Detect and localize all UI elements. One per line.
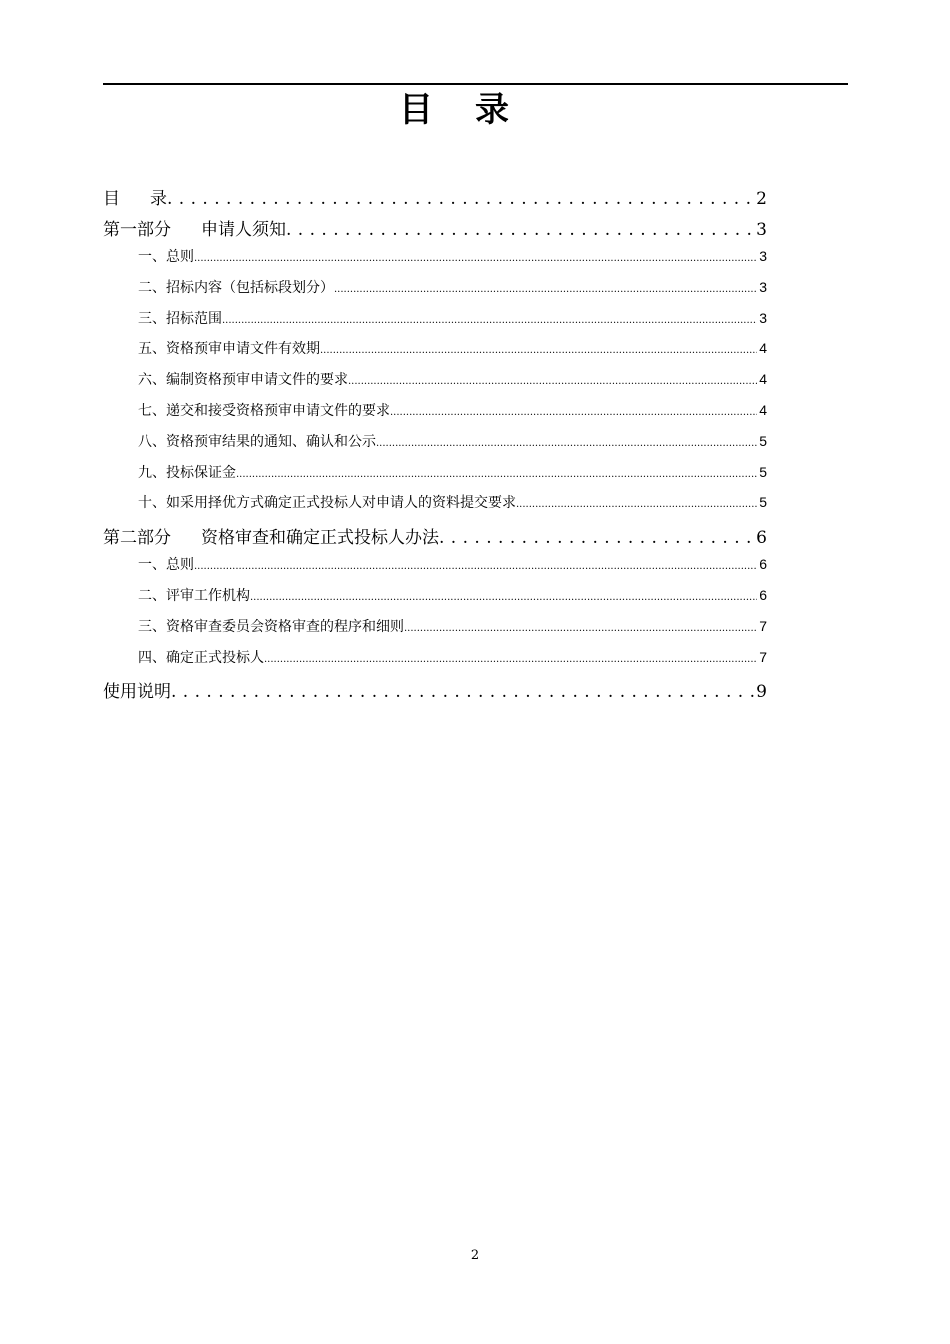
page-title (0, 88, 950, 132)
table-of-contents (103, 184, 767, 708)
header-rule (103, 83, 848, 85)
toc-label: 五、资格预审申请文件有效期 (138, 341, 320, 358)
toc-label: 目 (103, 189, 120, 209)
dot-leader (171, 682, 754, 702)
toc-label: 一、总则 (138, 249, 194, 265)
dot-leader (194, 561, 757, 572)
page-title-char-2: 录 (475, 90, 551, 130)
toc-label: 二、招标内容（包括标段划分） (138, 279, 334, 296)
toc-entry[interactable] (103, 400, 767, 431)
toc-page-number: 2 (756, 189, 767, 209)
dot-leader (334, 284, 757, 295)
toc-page-number: 7 (759, 617, 767, 634)
dot-leader (390, 407, 757, 418)
toc-page-number: 6 (759, 556, 767, 573)
toc-label: 三、招标范围 (138, 310, 222, 327)
toc-label: 九、投标保证金 (138, 464, 236, 481)
dot-leader (286, 220, 754, 240)
toc-page-number: 6 (756, 528, 767, 549)
toc-entry[interactable] (103, 338, 767, 369)
toc-label: 录 (150, 189, 167, 209)
toc-label: 使用说明 (103, 682, 171, 703)
toc-label: 六、编制资格预审申请文件的要求 (138, 372, 348, 389)
dot-leader (348, 376, 757, 387)
toc-page-number: 9 (756, 682, 767, 703)
toc-entry[interactable] (103, 647, 767, 678)
toc-page-number: 3 (756, 220, 767, 240)
toc-entry[interactable] (103, 431, 767, 462)
toc-entry[interactable] (103, 277, 767, 308)
toc-label: 一、总则 (138, 557, 194, 574)
toc-page-number: 3 (759, 309, 767, 326)
dot-leader (376, 438, 757, 449)
toc-label: 十、如采用择优方式确定正式投标人对申请人的资料提交要求 (138, 495, 516, 512)
toc-page-number: 5 (759, 432, 767, 449)
toc-entry-part2[interactable] (103, 523, 767, 554)
toc-page-number: 4 (759, 340, 767, 357)
toc-entry[interactable] (103, 246, 767, 277)
toc-part-heading: 第二部分 (103, 528, 171, 549)
toc-page-number: 7 (759, 648, 767, 665)
dot-leader (264, 654, 757, 665)
toc-page-number: 3 (759, 278, 767, 295)
toc-label: 七、递交和接受资格预审申请文件的要求 (138, 402, 390, 419)
toc-part-name: 申请人须知 (201, 220, 286, 240)
toc-entry[interactable] (103, 585, 767, 616)
dot-leader (250, 592, 757, 603)
toc-page-number: 6 (759, 586, 767, 603)
dot-leader (320, 345, 757, 356)
toc-part-heading: 第一部分 (103, 220, 171, 240)
toc-entry[interactable] (103, 616, 767, 647)
page-title-char-1: 目 (399, 90, 475, 130)
dot-leader (194, 253, 757, 264)
toc-entry[interactable] (103, 462, 767, 493)
toc-part-name: 资格审查和确定正式投标人办法 (201, 528, 439, 549)
dot-leader (222, 315, 757, 326)
toc-entry-usage[interactable] (103, 677, 767, 708)
dot-leader (439, 528, 754, 548)
toc-page-number: 4 (759, 401, 767, 418)
dot-leader (404, 623, 757, 634)
dot-leader (516, 499, 757, 510)
toc-page-number: 3 (759, 248, 767, 264)
toc-label: 二、评审工作机构 (138, 587, 250, 604)
toc-entry[interactable] (103, 369, 767, 400)
toc-label: 四、确定正式投标人 (138, 649, 264, 666)
toc-entry[interactable] (103, 554, 767, 585)
toc-entry[interactable] (103, 492, 767, 523)
page-number: 2 (470, 1248, 480, 1263)
toc-label: 三、资格审查委员会资格审查的程序和细则 (138, 618, 404, 635)
toc-page-number: 4 (759, 371, 767, 388)
dot-leader (236, 469, 757, 480)
dot-leader (167, 189, 754, 209)
toc-entry-mulu[interactable] (103, 184, 767, 215)
toc-page-number: 5 (759, 463, 767, 480)
toc-label: 八、资格预审结果的通知、确认和公示 (138, 433, 376, 450)
toc-entry[interactable] (103, 308, 767, 339)
toc-page-number: 5 (759, 494, 767, 511)
toc-entry-part1[interactable] (103, 215, 767, 246)
